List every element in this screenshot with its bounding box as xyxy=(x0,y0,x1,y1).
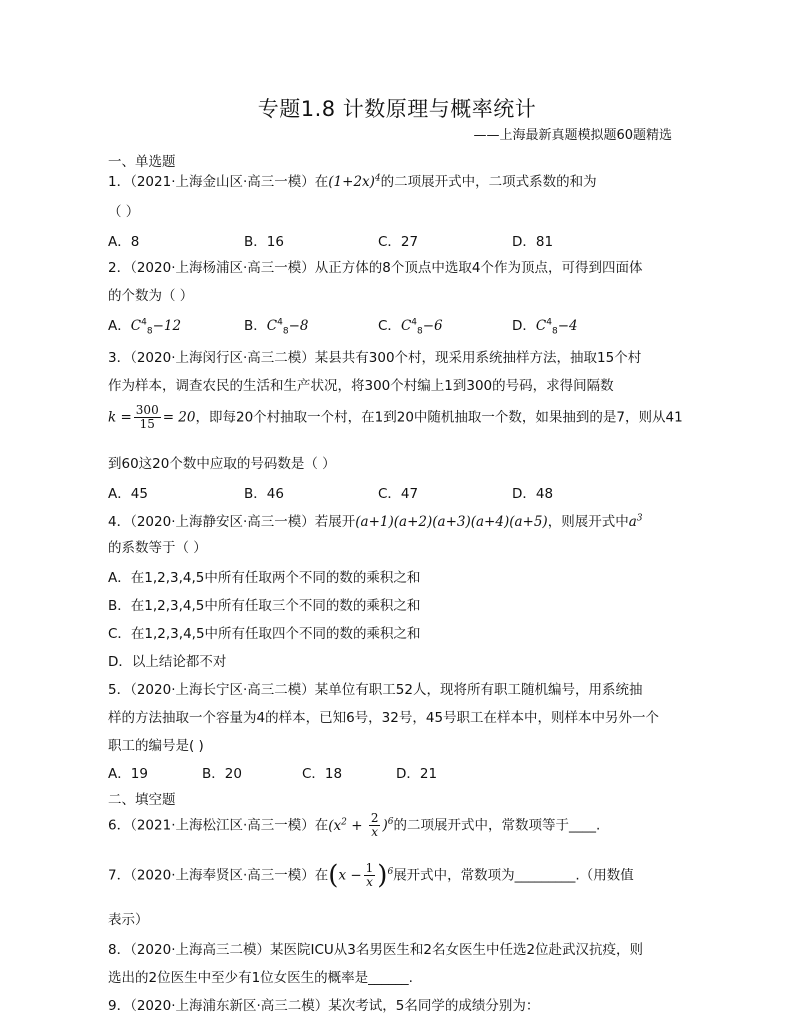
question-1-exp: 4 xyxy=(374,173,381,184)
question-6-expr: ($x^2$ + xyxy=(328,817,367,834)
question-3-options xyxy=(108,482,708,502)
question-1-prefix: 1．（2021·上海金山区·高三一模）在 xyxy=(108,174,329,190)
question-1 xyxy=(108,170,597,190)
question-4-choice-c: C．在1,2,3,4,5中所有任取四个不同的数的乘积之和 xyxy=(108,626,421,642)
section-heading-fill-blank: 二、填空题 xyxy=(108,792,176,808)
question-5-line-2: 样的方法抽取一个容量为4的样本，已知6号，32号，45号职工在样本中，则样本中另外一个 xyxy=(108,710,660,726)
question-1-expr: (1+2x) xyxy=(328,174,375,190)
page-title: 专题1.8 计数原理与概率统计 xyxy=(257,97,537,121)
question-3-line-1: 3．（2020·上海闵行区·高三二模）某县共有300个村，现采用系统抽样方法，抽取15个村 xyxy=(108,350,642,366)
section-heading-single-choice: 一、单选题 xyxy=(108,154,176,170)
question-5-line-1: 5．（2020·上海长宁区·高三二模）某单位有职工52人，现将所有职工随机编号，用系统抽 xyxy=(108,682,643,698)
question-3-line-2: 作为样本，调查农民的生活和生产状况，将300个村编上1到300的号码，求得间隔数 xyxy=(108,378,614,394)
question-7-fraction: $\frac{1}{x}$ xyxy=(365,861,374,889)
question-5-options xyxy=(108,762,708,782)
question-2-option-d: D．$C^4_8-4$ xyxy=(512,317,578,337)
page-subtitle: ——上海最新真题模拟题60题精选 xyxy=(473,128,672,143)
question-2-option-c: C．$C^4_8-6$ xyxy=(378,317,443,337)
question-3-eq: = 20 xyxy=(162,409,196,426)
question-8-line-2: 选出的2位医生中至少有1位女医生的概率是______. xyxy=(108,970,413,986)
question-5-option-c: C．18 xyxy=(302,766,343,782)
question-7-line-2: 表示） xyxy=(108,912,149,928)
question-1-blank: （ ） xyxy=(108,204,140,220)
question-5-line-3: 职工的编号是( ) xyxy=(108,738,204,754)
question-3-k: k = xyxy=(108,409,132,426)
question-3-option-a: A．45 xyxy=(108,486,148,502)
question-1-options xyxy=(108,230,708,250)
question-2-option-a: A．$C^4_8-12$ xyxy=(108,317,182,337)
question-5-option-d: D．21 xyxy=(396,766,438,782)
question-1-option-a: A．8 xyxy=(108,234,140,250)
question-5-option-a: A．19 xyxy=(108,766,148,782)
question-1-suffix: 的二项展开式中，二项式系数的和为 xyxy=(380,174,597,190)
question-4-choice-d: D．以上结论都不对 xyxy=(108,654,227,670)
question-4-choice-b: B．在1,2,3,4,5中所有任取三个不同的数的乘积之和 xyxy=(108,598,421,614)
question-8-line-1: 8．（2020·上海高三二模）某医院ICU从3名男医生和2名女医生中任选2位赴武汉抗疫，则 xyxy=(108,942,644,958)
question-3-line-4: 到60这20个数中应取的号码数是（ ） xyxy=(108,456,336,472)
question-2-options xyxy=(108,314,708,337)
question-4-choice-a: A．在1,2,3,4,5中所有任取两个不同的数的乘积之和 xyxy=(108,570,421,586)
question-1-option-b: B．16 xyxy=(244,234,284,250)
question-3-option-c: C．47 xyxy=(378,486,419,502)
question-1-option-d: D．81 xyxy=(512,234,554,250)
question-3-option-d: D．48 xyxy=(512,486,554,502)
question-6: 6．（2021·上海松江区·高三一模）在($x^2$ + $\frac{2}{x}$ )$^6$的二项展开式中，常数项等于____. xyxy=(108,811,601,839)
question-2-line-1: 2．（2020·上海杨浦区·高三一模）从正方体的8个顶点中选取4个作为顶点，可得到四面体 xyxy=(108,260,643,276)
question-2-option-b: B．$C^4_8-8$ xyxy=(244,317,309,337)
question-3-line-3: k = $\frac{300}{15}$ = 20，即每20个村抽取一个村，在1到20中随机抽取一个数，如果抽到的是7，则从41 xyxy=(108,403,683,431)
question-4-line-1: 4．（2020·上海静安区·高三一模）若展开(a+1)(a+2)(a+3)(a+4)(a+5)，则展开式中$a^3$ xyxy=(108,513,643,530)
question-4-expr: (a+1)(a+2)(a+3)(a+4)(a+5) xyxy=(355,514,548,530)
question-3-fraction: $\frac{300}{15}$ xyxy=(135,403,159,431)
question-9-line-1: 9．（2020·上海浦东新区·高三二模）某次考试，5名同学的成绩分别为： xyxy=(108,998,540,1014)
question-7: 7．（2020·上海奉贤区·高三一模）在(x − $\frac{1}{x}$ )$^6$展开式中，常数项为_________.（用数值 xyxy=(108,860,634,891)
question-1-option-c: C．27 xyxy=(378,234,419,250)
question-3-option-b: B．46 xyxy=(244,486,284,502)
question-6-fraction: $\frac{2}{x}$ xyxy=(370,811,379,839)
question-2-line-2: 的个数为（ ） xyxy=(108,288,194,304)
question-5-option-b: B．20 xyxy=(202,766,242,782)
question-4-line-2: 的系数等于（ ） xyxy=(108,540,207,556)
